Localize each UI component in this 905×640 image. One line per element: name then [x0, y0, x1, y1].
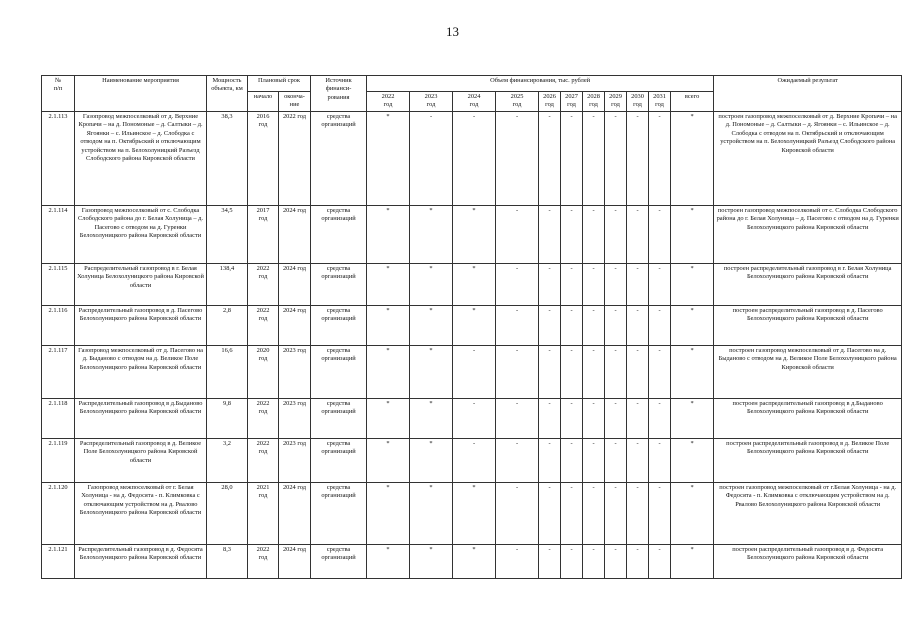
funding-cell: -: [627, 545, 649, 579]
header-year: 2023 год: [410, 92, 453, 112]
row-number: 2.1.121: [42, 545, 75, 579]
header-result: Ожидаемый результат: [714, 76, 902, 112]
header-year: 2022 год: [367, 92, 410, 112]
funding-cell: *: [410, 346, 453, 399]
funding-cell: -: [453, 346, 496, 399]
funding-total: *: [671, 206, 714, 264]
funding-cell: -: [496, 545, 539, 579]
table-row: [42, 545, 902, 579]
funding-total: *: [671, 346, 714, 399]
measure-name: Распределительный газопровод в д. Великое Поле Белохолуницкого района Кировской области: [75, 439, 207, 483]
header-start: начало: [248, 92, 279, 112]
measure-name: Распределительный газопровод в г. Белая Холуница Белохолуницкого района Кировской области: [75, 264, 207, 306]
funding-cell: -: [561, 399, 583, 439]
financing-plan-table: [41, 75, 902, 579]
capacity: 28,0: [207, 483, 248, 545]
start-year: 2020 год: [248, 346, 279, 399]
funding-cell: -: [539, 206, 561, 264]
funding-cell: -: [627, 399, 649, 439]
funding-cell: -: [453, 112, 496, 206]
funding-cell: -: [649, 264, 671, 306]
header-end: оконча- ние: [279, 92, 311, 112]
funding-cell: -: [583, 264, 605, 306]
row-number: 2.1.117: [42, 346, 75, 399]
funding-cell: -: [561, 112, 583, 206]
funding-cell: -: [649, 306, 671, 346]
funding-cell: -: [605, 264, 627, 306]
start-year: 2022 год: [248, 545, 279, 579]
funding-cell: -: [627, 483, 649, 545]
header-total: всего: [671, 92, 714, 112]
funding-cell: -: [583, 112, 605, 206]
funding-cell: -: [605, 112, 627, 206]
funding-cell: *: [410, 264, 453, 306]
funding-cell: -: [496, 483, 539, 545]
funding-cell: -: [605, 306, 627, 346]
funding-cell: *: [410, 483, 453, 545]
header-year: 2027 год: [561, 92, 583, 112]
funding-cell: -: [583, 306, 605, 346]
funding-cell: -: [539, 399, 561, 439]
expected-result: построен распределительный газопровод в д.Быданово Белохолуницкого района Кировской области: [714, 399, 902, 439]
funding-cell: -: [649, 206, 671, 264]
funding-total: *: [671, 264, 714, 306]
header-year: 2026 год: [539, 92, 561, 112]
capacity: 16,6: [207, 346, 248, 399]
capacity: 34,5: [207, 206, 248, 264]
measure-name: Газопровод межпоселковый от д. Верхние Кропачи – на д. Пономоные – д. Салтыки – д. Ягоянки – с. Ильинское – д. Слободка с отводом на п. Октябрьский и отключающим устройством на п. Белохолуницкий Разъезд Слободского района Кировской области: [75, 112, 207, 206]
measure-name: Распределительный газопровод в д. Пасегово Белохолуницкого района Кировской области: [75, 306, 207, 346]
funding-cell: *: [410, 306, 453, 346]
funding-cell: -: [561, 306, 583, 346]
funding-total: *: [671, 545, 714, 579]
funding-cell: -: [453, 399, 496, 439]
funding-cell: -: [649, 483, 671, 545]
table-row: [42, 206, 902, 264]
expected-result: построен газопровод межпоселковый от д. Пасегово на д. Быданово с отводом на д. Великое Поле Белохолуницкого района Кировской области: [714, 346, 902, 399]
funding-total: *: [671, 112, 714, 206]
funding-cell: -: [561, 545, 583, 579]
funding-total: *: [671, 306, 714, 346]
funding-cell: -: [627, 306, 649, 346]
funding-source: средства организаций: [311, 346, 367, 399]
end-year: 2023 год: [279, 346, 311, 399]
start-year: 2022 год: [248, 439, 279, 483]
funding-cell: -: [539, 439, 561, 483]
funding-cell: *: [367, 545, 410, 579]
capacity: 9,8: [207, 399, 248, 439]
funding-cell: *: [367, 483, 410, 545]
header-year: 2030 год: [627, 92, 649, 112]
funding-cell: -: [539, 264, 561, 306]
row-number: 2.1.114: [42, 206, 75, 264]
measure-name: Газопровод межпоселковый от г. Белая Холуница - на д. Федосята - п. Климковка с отключающим устройством на д. Рвалово Белохолуницкого района Кировской области: [75, 483, 207, 545]
funding-cell: *: [367, 264, 410, 306]
funding-cell: *: [367, 112, 410, 206]
funding-cell: -: [561, 346, 583, 399]
end-year: 2024 год: [279, 206, 311, 264]
funding-cell: -: [583, 483, 605, 545]
header-source: Источник финанси- рования: [311, 76, 367, 112]
start-year: 2022 год: [248, 264, 279, 306]
funding-cell: -: [496, 399, 539, 439]
table-row: [42, 264, 902, 306]
start-year: 2021 год: [248, 483, 279, 545]
funding-cell: -: [496, 264, 539, 306]
funding-cell: *: [410, 399, 453, 439]
table-row: [42, 112, 902, 206]
header-year: 2029 год: [605, 92, 627, 112]
table-row: [42, 306, 902, 346]
funding-cell: -: [583, 346, 605, 399]
funding-cell: *: [410, 206, 453, 264]
funding-source: средства организаций: [311, 545, 367, 579]
page-number: 13: [446, 24, 459, 39]
funding-cell: -: [583, 399, 605, 439]
funding-source: средства организаций: [311, 439, 367, 483]
funding-cell: *: [367, 399, 410, 439]
row-number: 2.1.113: [42, 112, 75, 206]
funding-cell: *: [410, 545, 453, 579]
funding-cell: -: [539, 545, 561, 579]
header-year: 2025 год: [496, 92, 539, 112]
capacity: 2,8: [207, 306, 248, 346]
start-year: 2022 год: [248, 399, 279, 439]
expected-result: построен газопровод межпоселковый от г.Белая Холуница - на д. Федосята - п. Климковка с отключающим устройством на д. Рвалово Белохолуницкого района Кировской области: [714, 483, 902, 545]
header-volume: Объем финансирования, тыс. рублей: [367, 76, 714, 92]
funding-cell: -: [496, 306, 539, 346]
funding-source: средства организаций: [311, 206, 367, 264]
funding-source: средства организаций: [311, 306, 367, 346]
expected-result: построен распределительный газопровод в г. Белая Холуница Белохолуницкого района Кировской области: [714, 264, 902, 306]
funding-cell: -: [583, 206, 605, 264]
header-year: 2024 год: [453, 92, 496, 112]
row-number: 2.1.119: [42, 439, 75, 483]
funding-cell: -: [605, 545, 627, 579]
header-num: № п/п: [42, 76, 75, 112]
funding-cell: -: [496, 112, 539, 206]
expected-result: построен распределительный газопровод в д. Пасегово Белохолуницкого района Кировской области: [714, 306, 902, 346]
expected-result: построен распределительный газопровод в д. Великое Поле Белохолуницкого района Кировской области: [714, 439, 902, 483]
row-number: 2.1.116: [42, 306, 75, 346]
capacity: 3,2: [207, 439, 248, 483]
measure-name: Распределительный газопровод в д.Быданово Белохолуницкого района Кировской области: [75, 399, 207, 439]
row-number: 2.1.120: [42, 483, 75, 545]
funding-cell: -: [583, 545, 605, 579]
funding-cell: *: [453, 264, 496, 306]
funding-source: средства организаций: [311, 264, 367, 306]
funding-cell: -: [605, 439, 627, 483]
table-row: [42, 483, 902, 545]
funding-cell: -: [649, 545, 671, 579]
funding-cell: -: [605, 399, 627, 439]
funding-cell: -: [410, 112, 453, 206]
funding-cell: -: [627, 439, 649, 483]
funding-cell: *: [453, 545, 496, 579]
funding-total: *: [671, 439, 714, 483]
end-year: 2024 год: [279, 483, 311, 545]
funding-cell: *: [453, 206, 496, 264]
end-year: 2024 год: [279, 264, 311, 306]
funding-cell: -: [496, 206, 539, 264]
funding-cell: *: [453, 306, 496, 346]
measure-name: Газопровод межпоселковый от д. Пасегово на д. Быданово с отводом на д. Великое Поле Белохолуницкого района Кировской области: [75, 346, 207, 399]
measure-name: Распределительный газопровод в д. Федосята Белохолуницкого района Кировской области: [75, 545, 207, 579]
funding-cell: -: [496, 439, 539, 483]
end-year: 2024 год: [279, 545, 311, 579]
funding-total: *: [671, 483, 714, 545]
table-row: [42, 399, 902, 439]
end-year: 2022 год: [279, 112, 311, 206]
funding-cell: -: [605, 346, 627, 399]
header-period: Плановый срок: [248, 76, 311, 92]
row-number: 2.1.115: [42, 264, 75, 306]
header-capacity: Мощность объекта, км: [207, 76, 248, 112]
start-year: 2016 год: [248, 112, 279, 206]
funding-cell: -: [539, 112, 561, 206]
header-year: 2031 год: [649, 92, 671, 112]
header-year: 2028 год: [583, 92, 605, 112]
funding-cell: -: [627, 264, 649, 306]
funding-cell: -: [627, 346, 649, 399]
end-year: 2023 год: [279, 439, 311, 483]
funding-source: средства организаций: [311, 399, 367, 439]
expected-result: построен газопровод межпоселковый от с. Слободка Слободского района до г. Белая Холуница – д. Пасегово с отводом на д. Гуренки Белохолуницкого района Кировской области: [714, 206, 902, 264]
funding-cell: -: [605, 206, 627, 264]
funding-cell: -: [539, 306, 561, 346]
measure-name: Газопровод межпоселковый от с. Слободка Слободского района до г. Белая Холуница – д. Пасегово с отводом на д. Гуренки Белохолуницкого района Кировской области: [75, 206, 207, 264]
table-row: [42, 346, 902, 399]
funding-cell: -: [561, 264, 583, 306]
funding-source: средства организаций: [311, 112, 367, 206]
funding-cell: -: [561, 206, 583, 264]
capacity: 8,3: [207, 545, 248, 579]
row-number: 2.1.118: [42, 399, 75, 439]
funding-cell: -: [583, 439, 605, 483]
funding-cell: -: [649, 399, 671, 439]
funding-cell: -: [561, 439, 583, 483]
funding-total: *: [671, 399, 714, 439]
capacity: 38,3: [207, 112, 248, 206]
funding-cell: -: [627, 206, 649, 264]
end-year: 2024 год: [279, 306, 311, 346]
funding-cell: *: [453, 483, 496, 545]
funding-cell: -: [496, 346, 539, 399]
funding-cell: -: [605, 483, 627, 545]
funding-cell: -: [539, 346, 561, 399]
start-year: 2022 год: [248, 306, 279, 346]
funding-cell: -: [649, 112, 671, 206]
funding-cell: -: [627, 112, 649, 206]
header-name: Наименование мероприятия: [75, 76, 207, 112]
table-row: [42, 439, 902, 483]
capacity: 138,4: [207, 264, 248, 306]
funding-cell: -: [453, 439, 496, 483]
table-body: [42, 112, 902, 579]
funding-cell: -: [649, 346, 671, 399]
funding-cell: *: [367, 306, 410, 346]
funding-cell: -: [539, 483, 561, 545]
funding-cell: *: [410, 439, 453, 483]
funding-cell: *: [367, 439, 410, 483]
funding-cell: *: [367, 346, 410, 399]
expected-result: построен газопровод межпоселковый от д. Верхние Кропачи – на д. Пономоные – д. Салтыки – д. Ягоянки – с. Ильинское – д. Слободка с отводом на п. Октябрьский и отключающим устройством на п. Белохолуницкий Разъезд Слободского района Кировской области: [714, 112, 902, 206]
expected-result: построен распределительный газопровод в д. Федосята Белохолуницкого района Кировской области: [714, 545, 902, 579]
funding-source: средства организаций: [311, 483, 367, 545]
start-year: 2017 год: [248, 206, 279, 264]
funding-cell: -: [561, 483, 583, 545]
funding-cell: *: [367, 206, 410, 264]
header-row-1: [42, 76, 902, 92]
end-year: 2023 год: [279, 399, 311, 439]
funding-cell: -: [649, 439, 671, 483]
